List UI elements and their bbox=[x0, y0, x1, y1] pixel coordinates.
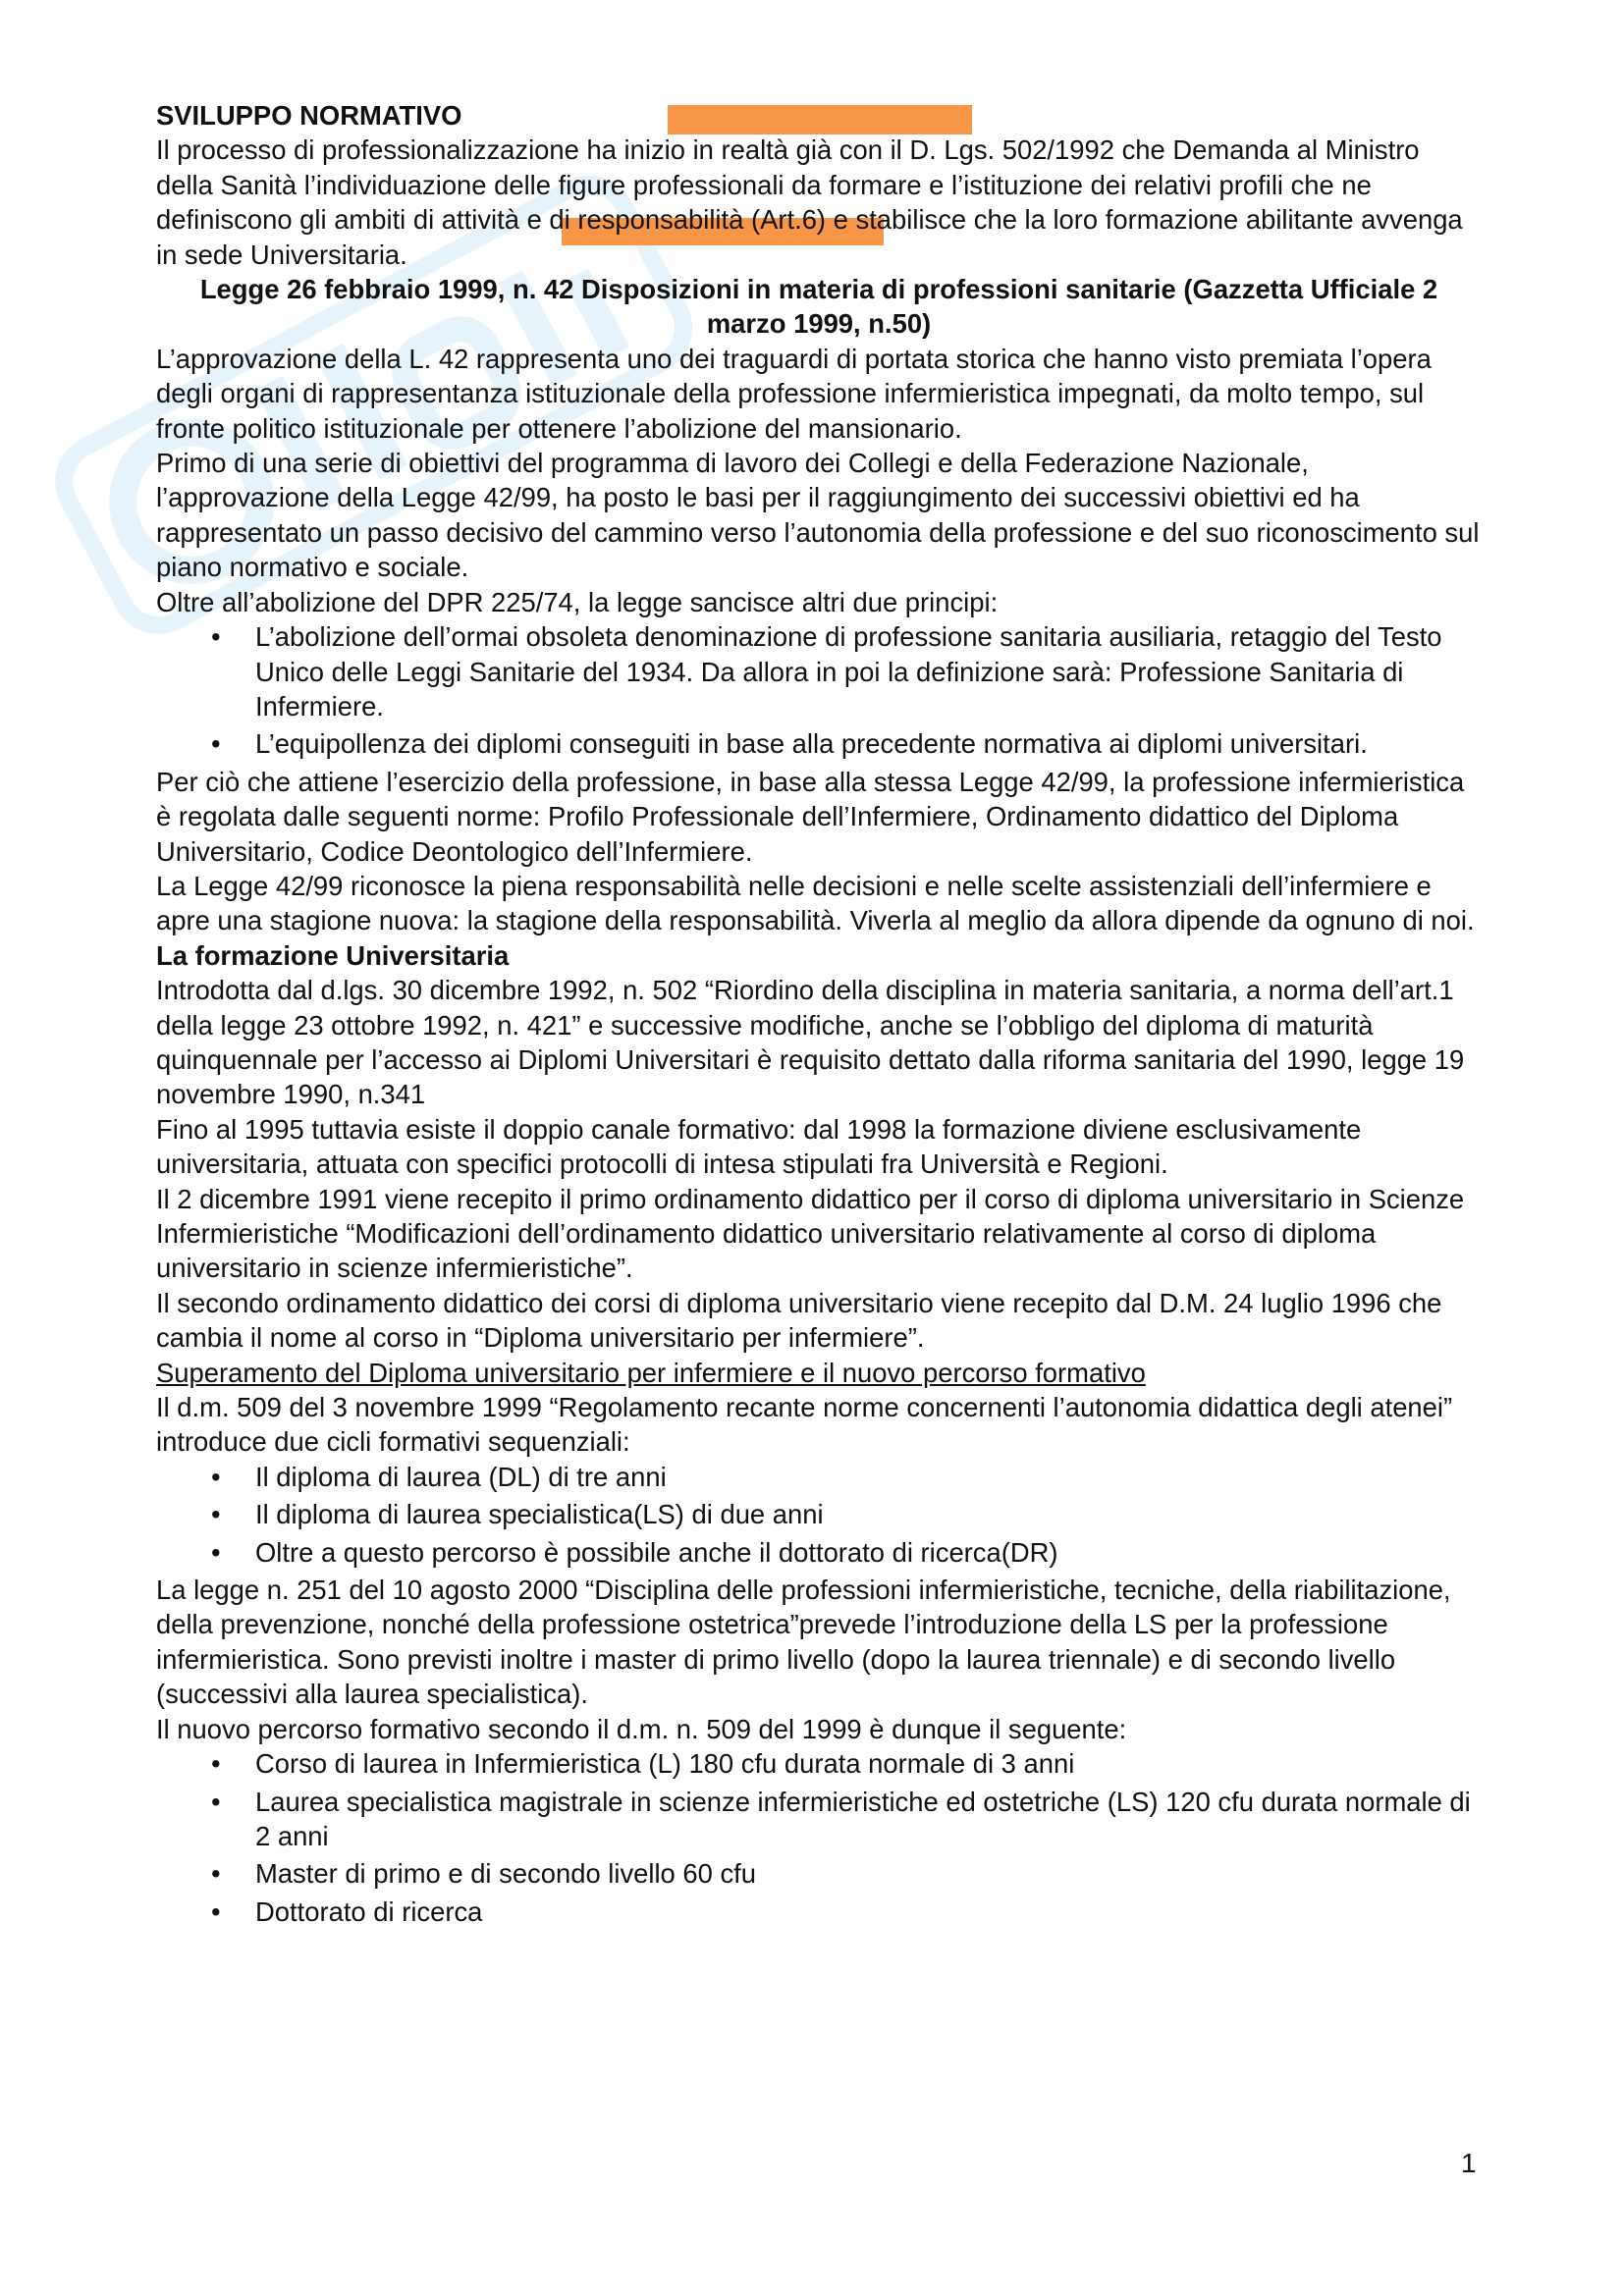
list-item: • Master di primo e di secondo livello 60 cfu bbox=[156, 1856, 1482, 1894]
law-paragraph-1: L’approvazione della L. 42 rappresenta uno dei traguardi di portata storica che hanno visto premiata l’opera degli organi di rappresentanza istituzionale della professione infermieristica impegnati, da molto tempo, sul fronte politico istituzionale per ottenere l’abolizione del mansionario. bbox=[156, 343, 1432, 444]
bullet: • bbox=[211, 1748, 221, 1780]
law-paragraph-5: La Legge 42/99 riconosce la piena responsabilità nelle decisioni e nelle scelte assistenziali dell’infermiere e apre una stagione nuova: la stagione della responsabilità. Viverla al meglio da allora dipende da ognuno di noi. bbox=[156, 870, 1475, 936]
uni-paragraph-2: Fino al 1995 tuttavia esiste il doppio canale formativo: dal 1998 la formazione diviene esclusivamente universitaria, attuata con specifici protocolli di intesa stipulati fra Università e Regioni. bbox=[156, 1113, 1362, 1180]
bullet: • bbox=[211, 1536, 221, 1568]
list-item: • Il diploma di laurea specialistica(LS) di due anni bbox=[156, 1497, 1482, 1534]
bullet: • bbox=[211, 1499, 221, 1530]
dm-paragraph-1: Il d.m. 509 del 3 novembre 1999 “Regolamento recante norme concernenti l’autonomia didattica degli atenei” introduce due cicli formativi sequenziali: bbox=[156, 1392, 1453, 1458]
bullet: • bbox=[211, 1461, 221, 1492]
list-item: • Dottorato di ricerca bbox=[156, 1895, 1482, 1932]
document-body bbox=[156, 98, 1482, 1932]
list-item: • Il diploma di laurea (DL) di tre anni bbox=[156, 1460, 1482, 1497]
dm-paragraph-2: La legge n. 251 del 10 agosto 2000 “Disciplina delle professioni infermieristiche, tecniche, della riabilitazione, della prevenzione, nonché della professione ostetrica”prevede l’introduzione della LS per la professione infermieristica. Sono previsti inoltre i master di primo livello (dopo la laurea triennale) e di secondo livello (successivi alla laurea specialistica). bbox=[156, 1575, 1451, 1710]
path-list bbox=[156, 1746, 1482, 1932]
law-paragraph-4: Per ciò che attiene l’esercizio della professione, in base alla stessa Legge 42/99, la professione infermieristica è regolata dalle seguenti norme: Profilo Professionale dell’Infermiere, Ordinamento didattico del Diploma Universitario, Codice Deontologico dell’Infermiere. bbox=[156, 766, 1465, 867]
bullet: • bbox=[211, 621, 221, 653]
uni-paragraph-4: Il secondo ordinamento didattico dei corsi di diploma universitario viene recepito dal D.M. 24 luglio 1996 che cambia il nome al corso in “Diploma universitario per infermiere”. bbox=[156, 1287, 1442, 1354]
bullet: • bbox=[211, 1786, 221, 1817]
section-heading-universitaria: La formazione Universitaria bbox=[156, 939, 510, 971]
law-paragraph-2: Primo di una serie di obiettivi del programma di lavoro dei Collegi e della Federazione Nazionale, l’approvazione della Legge 42/99, ha posto le basi per il raggiungimento dei successivi obiettivi ed ha rappresentato un passo decisivo del cammino verso l’autonomia della professione e del suo riconoscimento sul piano normativo e sociale. bbox=[156, 448, 1480, 583]
cycles-list bbox=[156, 1460, 1482, 1573]
intro-paragraph: Il processo di professionalizzazione ha inizio in realtà già con il D. Lgs. 502/1992 che Demanda al Ministro della Sanità l’individuazione delle figure professionali da formare e l’istituzione dei relativi profili che ne definiscono gli ambiti di attività e di responsabilità (Art.6) e stabilisce che la loro formazione abilitante avvenga in sede Universitaria. bbox=[156, 134, 1463, 270]
bullet: • bbox=[211, 1896, 221, 1927]
dm-paragraph-3: Il nuovo percorso formativo secondo il d.m. n. 509 del 1999 è dunque il seguente: bbox=[156, 1713, 1127, 1744]
list-item: • Oltre a questo percorso è possibile anche il dottorato di ricerca(DR) bbox=[156, 1535, 1482, 1573]
page-number: 1 bbox=[1461, 2148, 1477, 2178]
uni-paragraph-3: Il 2 dicembre 1991 viene recepito il primo ordinamento didattico per il corso di diploma universitario in Scienze Infermieristiche “Modificazioni dell’ordinamento didattico universitario relativamente al corso di diploma universitario in scienze infermieristiche”. bbox=[156, 1183, 1465, 1284]
bullet: • bbox=[211, 728, 221, 760]
list-item: • Corso di laurea in Infermieristica (L) 180 cfu durata normale di 3 anni bbox=[156, 1746, 1482, 1784]
uni-paragraph-1: Introdotta dal d.lgs. 30 dicembre 1992, n. 502 “Riordino della disciplina in materia sanitaria, a norma dell’art.1 della legge 23 ottobre 1992, n. 421” e successive modifiche, anche se l’obbligo del diploma di maturità quinquennale per l’accesso ai Diplomi Universitari è requisito dettato dalla riforma sanitaria del 1990, legge 19 novembre 1990, n.341 bbox=[156, 975, 1465, 1110]
principles-list bbox=[156, 619, 1482, 765]
list-item: • L’equipollenza dei diplomi conseguiti in base alla precedente normativa ai diplomi universitari. bbox=[156, 726, 1482, 764]
list-item: • L’abolizione dell’ormai obsoleta denominazione di professione sanitaria ausiliaria, retaggio del Testo Unico delle Leggi Sanitarie del 1934. Da allora in poi la definizione sarà: Professione Sanitaria di Infermiere. bbox=[211, 621, 1442, 721]
section-heading-sviluppo: SVILUPPO NORMATIVO bbox=[156, 100, 462, 131]
list-item: • Laurea specialistica magistrale in scienze infermieristiche ed ostetriche (LS) 120 cfu durata normale di 2 anni bbox=[211, 1786, 1471, 1851]
bullet: • bbox=[211, 1858, 221, 1890]
sub-heading-superamento: Superamento del Diploma universitario per infermiere e il nuovo percorso formativo bbox=[156, 1357, 1146, 1388]
law-title: Legge 26 febbraio 1999, n. 42 Disposizioni in materia di professioni sanitarie (Gazzetta Ufficiale 2 marzo 1999, n.50) bbox=[199, 274, 1438, 340]
law-paragraph-3: Oltre all’abolizione del DPR 225/74, la legge sancisce altri due principi: bbox=[156, 586, 999, 617]
